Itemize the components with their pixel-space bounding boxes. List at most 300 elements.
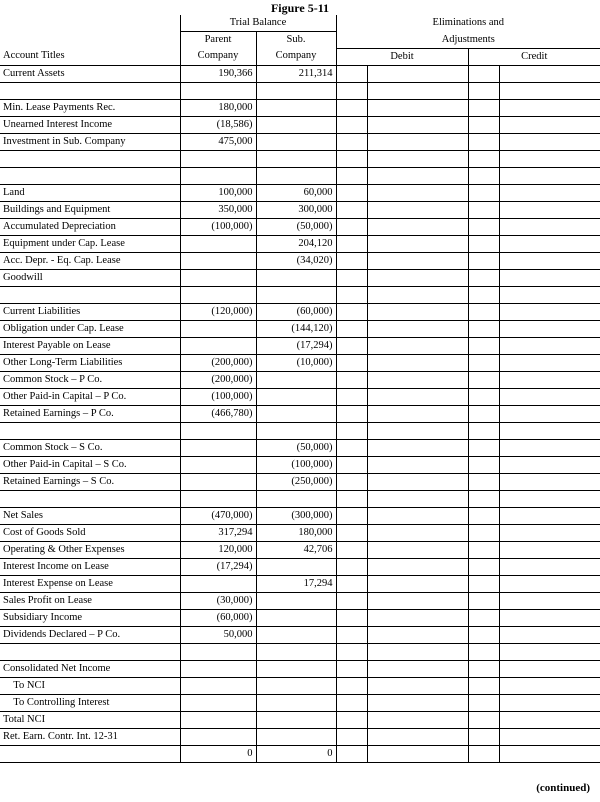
parent-amount xyxy=(180,694,256,711)
account-title: Accumulated Depreciation xyxy=(0,218,180,235)
credit-ref-cell xyxy=(468,558,499,575)
debit-ref-cell xyxy=(336,269,367,286)
table-row xyxy=(0,456,600,473)
credit-amount-cell xyxy=(499,99,600,116)
parent-amount: 317,294 xyxy=(180,524,256,541)
credit-amount-cell xyxy=(499,524,600,541)
sub-amount xyxy=(256,711,336,728)
header-blank xyxy=(0,32,180,49)
credit-amount-cell xyxy=(499,660,600,677)
debit-ref-cell xyxy=(336,575,367,592)
debit-ref-cell xyxy=(336,133,367,150)
account-title: To NCI xyxy=(0,677,180,694)
credit-ref-cell xyxy=(468,422,499,439)
debit-amount-cell xyxy=(367,167,468,184)
account-title: Investment in Sub. Company xyxy=(0,133,180,150)
debit-header: Debit xyxy=(336,48,468,65)
debit-ref-cell xyxy=(336,439,367,456)
credit-amount-cell xyxy=(499,677,600,694)
credit-ref-cell xyxy=(468,269,499,286)
debit-amount-cell xyxy=(367,592,468,609)
parent-amount: (30,000) xyxy=(180,592,256,609)
parent-amount: 475,000 xyxy=(180,133,256,150)
table-row xyxy=(0,422,600,439)
parent-amount: 0 xyxy=(180,745,256,762)
parent-amount xyxy=(180,660,256,677)
debit-ref-cell xyxy=(336,65,367,82)
sub-amount xyxy=(256,133,336,150)
sub-company-header: Company xyxy=(256,48,336,65)
credit-amount-cell xyxy=(499,286,600,303)
debit-ref-cell xyxy=(336,592,367,609)
credit-ref-cell xyxy=(468,252,499,269)
credit-amount-cell xyxy=(499,116,600,133)
sub-amount: (50,000) xyxy=(256,439,336,456)
credit-ref-cell xyxy=(468,286,499,303)
credit-amount-cell xyxy=(499,405,600,422)
parent-amount xyxy=(180,82,256,99)
credit-ref-cell xyxy=(468,354,499,371)
credit-amount-cell xyxy=(499,473,600,490)
table-row xyxy=(0,728,600,745)
table-row xyxy=(0,201,600,218)
table-row xyxy=(0,711,600,728)
credit-ref-cell xyxy=(468,575,499,592)
parent-amount xyxy=(180,235,256,252)
sub-amount: 60,000 xyxy=(256,184,336,201)
credit-ref-cell xyxy=(468,524,499,541)
debit-amount-cell xyxy=(367,456,468,473)
credit-amount-cell xyxy=(499,133,600,150)
credit-ref-cell xyxy=(468,609,499,626)
credit-amount-cell xyxy=(499,728,600,745)
debit-ref-cell xyxy=(336,286,367,303)
parent-amount xyxy=(180,252,256,269)
debit-amount-cell xyxy=(367,99,468,116)
parent-amount: (466,780) xyxy=(180,405,256,422)
debit-ref-cell xyxy=(336,745,367,762)
adjustments-header: Adjustments xyxy=(336,32,600,49)
debit-ref-cell xyxy=(336,490,367,507)
credit-ref-cell xyxy=(468,337,499,354)
debit-ref-cell xyxy=(336,388,367,405)
credit-amount-cell xyxy=(499,235,600,252)
credit-header: Credit xyxy=(468,48,600,65)
table-row xyxy=(0,524,600,541)
debit-amount-cell xyxy=(367,201,468,218)
debit-ref-cell xyxy=(336,677,367,694)
credit-amount-cell xyxy=(499,439,600,456)
parent-amount xyxy=(180,677,256,694)
table-row xyxy=(0,609,600,626)
credit-ref-cell xyxy=(468,371,499,388)
account-title: Acc. Depr. - Eq. Cap. Lease xyxy=(0,252,180,269)
table-row xyxy=(0,133,600,150)
parent-amount: 50,000 xyxy=(180,626,256,643)
sub-amount: 204,120 xyxy=(256,235,336,252)
debit-amount-cell xyxy=(367,694,468,711)
header-row-3 xyxy=(0,48,600,65)
parent-amount: (17,294) xyxy=(180,558,256,575)
header-row-1 xyxy=(0,15,600,32)
account-title xyxy=(0,490,180,507)
sub-amount: 180,000 xyxy=(256,524,336,541)
debit-amount-cell xyxy=(367,371,468,388)
sub-amount xyxy=(256,728,336,745)
credit-amount-cell xyxy=(499,252,600,269)
parent-amount xyxy=(180,490,256,507)
debit-ref-cell xyxy=(336,184,367,201)
credit-ref-cell xyxy=(468,626,499,643)
debit-ref-cell xyxy=(336,711,367,728)
credit-amount-cell xyxy=(499,694,600,711)
debit-amount-cell xyxy=(367,422,468,439)
credit-ref-cell xyxy=(468,405,499,422)
account-title xyxy=(0,286,180,303)
parent-amount xyxy=(180,422,256,439)
debit-amount-cell xyxy=(367,660,468,677)
eliminations-header: Eliminations and xyxy=(336,15,600,32)
debit-ref-cell xyxy=(336,541,367,558)
sub-amount xyxy=(256,388,336,405)
table-row xyxy=(0,405,600,422)
account-title: Current Assets xyxy=(0,65,180,82)
parent-amount: (200,000) xyxy=(180,354,256,371)
parent-amount xyxy=(180,643,256,660)
table-row xyxy=(0,303,600,320)
table-row xyxy=(0,388,600,405)
sub-amount: (100,000) xyxy=(256,456,336,473)
table-row xyxy=(0,184,600,201)
account-title: Net Sales xyxy=(0,507,180,524)
table-row xyxy=(0,490,600,507)
debit-ref-cell xyxy=(336,609,367,626)
debit-amount-cell xyxy=(367,609,468,626)
account-title: Dividends Declared – P Co. xyxy=(0,626,180,643)
debit-amount-cell xyxy=(367,439,468,456)
credit-ref-cell xyxy=(468,660,499,677)
account-title: Land xyxy=(0,184,180,201)
table-row xyxy=(0,82,600,99)
account-title: Common Stock – P Co. xyxy=(0,371,180,388)
credit-amount-cell xyxy=(499,507,600,524)
debit-amount-cell xyxy=(367,337,468,354)
debit-ref-cell xyxy=(336,201,367,218)
header-row-2 xyxy=(0,32,600,49)
worksheet-table xyxy=(0,15,600,763)
credit-ref-cell xyxy=(468,745,499,762)
debit-ref-cell xyxy=(336,116,367,133)
debit-ref-cell xyxy=(336,422,367,439)
debit-amount-cell xyxy=(367,269,468,286)
debit-ref-cell xyxy=(336,320,367,337)
debit-amount-cell xyxy=(367,507,468,524)
table-row xyxy=(0,235,600,252)
sub-amount xyxy=(256,609,336,626)
parent-amount: (18,586) xyxy=(180,116,256,133)
credit-amount-cell xyxy=(499,184,600,201)
parent-amount xyxy=(180,575,256,592)
account-title: Interest Payable on Lease xyxy=(0,337,180,354)
table-row xyxy=(0,558,600,575)
table-row xyxy=(0,575,600,592)
credit-ref-cell xyxy=(468,456,499,473)
table-row xyxy=(0,167,600,184)
debit-amount-cell xyxy=(367,677,468,694)
credit-ref-cell xyxy=(468,65,499,82)
parent-amount xyxy=(180,286,256,303)
credit-ref-cell xyxy=(468,541,499,558)
parent-amount: (100,000) xyxy=(180,218,256,235)
sub-amount: (17,294) xyxy=(256,337,336,354)
account-title xyxy=(0,82,180,99)
table-row xyxy=(0,507,600,524)
sub-amount: 0 xyxy=(256,745,336,762)
debit-amount-cell xyxy=(367,626,468,643)
sub-amount xyxy=(256,150,336,167)
credit-ref-cell xyxy=(468,490,499,507)
parent-amount xyxy=(180,269,256,286)
parent-amount: (470,000) xyxy=(180,507,256,524)
debit-ref-cell xyxy=(336,643,367,660)
debit-amount-cell xyxy=(367,541,468,558)
credit-ref-cell xyxy=(468,694,499,711)
credit-amount-cell xyxy=(499,150,600,167)
table-row xyxy=(0,320,600,337)
sub-amount: (10,000) xyxy=(256,354,336,371)
account-title: Consolidated Net Income xyxy=(0,660,180,677)
sub-amount xyxy=(256,694,336,711)
sub-amount: (34,020) xyxy=(256,252,336,269)
credit-amount-cell xyxy=(499,320,600,337)
credit-amount-cell xyxy=(499,371,600,388)
credit-amount-cell xyxy=(499,303,600,320)
sub-amount: (60,000) xyxy=(256,303,336,320)
debit-amount-cell xyxy=(367,728,468,745)
account-title: Equipment under Cap. Lease xyxy=(0,235,180,252)
credit-amount-cell xyxy=(499,201,600,218)
debit-amount-cell xyxy=(367,65,468,82)
debit-amount-cell xyxy=(367,235,468,252)
table-row xyxy=(0,439,600,456)
parent-amount: 190,366 xyxy=(180,65,256,82)
debit-ref-cell xyxy=(336,354,367,371)
debit-amount-cell xyxy=(367,575,468,592)
credit-amount-cell xyxy=(499,422,600,439)
account-title: Operating & Other Expenses xyxy=(0,541,180,558)
sub-amount: 300,000 xyxy=(256,201,336,218)
sub-amount xyxy=(256,371,336,388)
debit-ref-cell xyxy=(336,507,367,524)
account-title: Sales Profit on Lease xyxy=(0,592,180,609)
sub-amount xyxy=(256,269,336,286)
table-row xyxy=(0,643,600,660)
credit-amount-cell xyxy=(499,626,600,643)
table-row xyxy=(0,694,600,711)
debit-amount-cell xyxy=(367,286,468,303)
account-title: Min. Lease Payments Rec. xyxy=(0,99,180,116)
table-row xyxy=(0,337,600,354)
credit-amount-cell xyxy=(499,575,600,592)
debit-amount-cell xyxy=(367,643,468,660)
debit-ref-cell xyxy=(336,524,367,541)
debit-ref-cell xyxy=(336,660,367,677)
account-title: Common Stock – S Co. xyxy=(0,439,180,456)
debit-ref-cell xyxy=(336,728,367,745)
account-title: Retained Earnings – P Co. xyxy=(0,405,180,422)
credit-ref-cell xyxy=(468,133,499,150)
parent-amount: 120,000 xyxy=(180,541,256,558)
continued-note: (continued) xyxy=(536,782,590,794)
table-row xyxy=(0,218,600,235)
sub-amount xyxy=(256,82,336,99)
table-row xyxy=(0,150,600,167)
account-title xyxy=(0,643,180,660)
credit-amount-cell xyxy=(499,558,600,575)
debit-ref-cell xyxy=(336,405,367,422)
credit-amount-cell xyxy=(499,490,600,507)
credit-ref-cell xyxy=(468,677,499,694)
debit-ref-cell xyxy=(336,473,367,490)
debit-ref-cell xyxy=(336,694,367,711)
debit-ref-cell xyxy=(336,626,367,643)
credit-amount-cell xyxy=(499,337,600,354)
parent-amount xyxy=(180,711,256,728)
table-row xyxy=(0,99,600,116)
parent-amount xyxy=(180,456,256,473)
parent-amount: 100,000 xyxy=(180,184,256,201)
debit-amount-cell xyxy=(367,133,468,150)
credit-ref-cell xyxy=(468,473,499,490)
sub-amount xyxy=(256,660,336,677)
credit-ref-cell xyxy=(468,728,499,745)
table-row xyxy=(0,660,600,677)
account-titles-header: Account Titles xyxy=(3,50,65,62)
credit-ref-cell xyxy=(468,116,499,133)
credit-amount-cell xyxy=(499,643,600,660)
account-title: Retained Earnings – S Co. xyxy=(0,473,180,490)
account-title: Other Long-Term Liabilities xyxy=(0,354,180,371)
sub-amount xyxy=(256,490,336,507)
figure-title: Figure 5-11 xyxy=(270,1,330,15)
account-title: Buildings and Equipment xyxy=(0,201,180,218)
sub-amount xyxy=(256,422,336,439)
credit-ref-cell xyxy=(468,507,499,524)
debit-amount-cell xyxy=(367,490,468,507)
debit-ref-cell xyxy=(336,167,367,184)
sub-amount xyxy=(256,558,336,575)
header-blank xyxy=(0,15,180,32)
credit-ref-cell xyxy=(468,439,499,456)
credit-ref-cell xyxy=(468,388,499,405)
table-row xyxy=(0,473,600,490)
debit-amount-cell xyxy=(367,354,468,371)
sub-amount: 42,706 xyxy=(256,541,336,558)
account-title: Other Paid-in Capital – P Co. xyxy=(0,388,180,405)
credit-amount-cell xyxy=(499,167,600,184)
credit-ref-cell xyxy=(468,82,499,99)
sub-amount: 17,294 xyxy=(256,575,336,592)
debit-amount-cell xyxy=(367,116,468,133)
sub-amount: (144,120) xyxy=(256,320,336,337)
account-title: Goodwill xyxy=(0,269,180,286)
sub-amount: 211,314 xyxy=(256,65,336,82)
sub-amount xyxy=(256,167,336,184)
debit-amount-cell xyxy=(367,473,468,490)
table-row xyxy=(0,354,600,371)
credit-amount-cell xyxy=(499,269,600,286)
credit-amount-cell xyxy=(499,82,600,99)
debit-amount-cell xyxy=(367,388,468,405)
debit-ref-cell xyxy=(336,371,367,388)
account-title xyxy=(0,167,180,184)
debit-ref-cell xyxy=(336,99,367,116)
debit-ref-cell xyxy=(336,150,367,167)
account-title: Cost of Goods Sold xyxy=(0,524,180,541)
parent-amount: (100,000) xyxy=(180,388,256,405)
account-title: Unearned Interest Income xyxy=(0,116,180,133)
credit-ref-cell xyxy=(468,167,499,184)
credit-ref-cell xyxy=(468,218,499,235)
credit-amount-cell xyxy=(499,354,600,371)
credit-amount-cell xyxy=(499,745,600,762)
credit-amount-cell xyxy=(499,541,600,558)
sub-amount xyxy=(256,626,336,643)
table-row xyxy=(0,371,600,388)
credit-ref-cell xyxy=(468,711,499,728)
credit-ref-cell xyxy=(468,150,499,167)
debit-amount-cell xyxy=(367,184,468,201)
account-title: Ret. Earn. Contr. Int. 12-31 xyxy=(0,728,180,745)
trial-balance-header: Trial Balance xyxy=(180,15,336,32)
parent-header: Parent xyxy=(180,32,256,49)
debit-ref-cell xyxy=(336,303,367,320)
debit-amount-cell xyxy=(367,405,468,422)
credit-amount-cell xyxy=(499,65,600,82)
debit-amount-cell xyxy=(367,745,468,762)
parent-amount xyxy=(180,150,256,167)
account-title: Current Liabilities xyxy=(0,303,180,320)
parent-amount xyxy=(180,728,256,745)
sub-amount: (300,000) xyxy=(256,507,336,524)
debit-amount-cell xyxy=(367,303,468,320)
account-title xyxy=(0,745,180,762)
table-row xyxy=(0,252,600,269)
account-title xyxy=(0,150,180,167)
parent-amount xyxy=(180,337,256,354)
debit-ref-cell xyxy=(336,558,367,575)
sub-amount xyxy=(256,592,336,609)
parent-amount: (60,000) xyxy=(180,609,256,626)
parent-amount: 350,000 xyxy=(180,201,256,218)
debit-amount-cell xyxy=(367,524,468,541)
table-row xyxy=(0,592,600,609)
sub-amount xyxy=(256,286,336,303)
account-title: Interest Expense on Lease xyxy=(0,575,180,592)
parent-amount xyxy=(180,167,256,184)
debit-amount-cell xyxy=(367,252,468,269)
parent-amount xyxy=(180,439,256,456)
table-row xyxy=(0,286,600,303)
debit-ref-cell xyxy=(336,252,367,269)
debit-amount-cell xyxy=(367,150,468,167)
credit-ref-cell xyxy=(468,643,499,660)
debit-amount-cell xyxy=(367,320,468,337)
credit-ref-cell xyxy=(468,201,499,218)
sub-amount xyxy=(256,643,336,660)
credit-amount-cell xyxy=(499,388,600,405)
credit-ref-cell xyxy=(468,303,499,320)
